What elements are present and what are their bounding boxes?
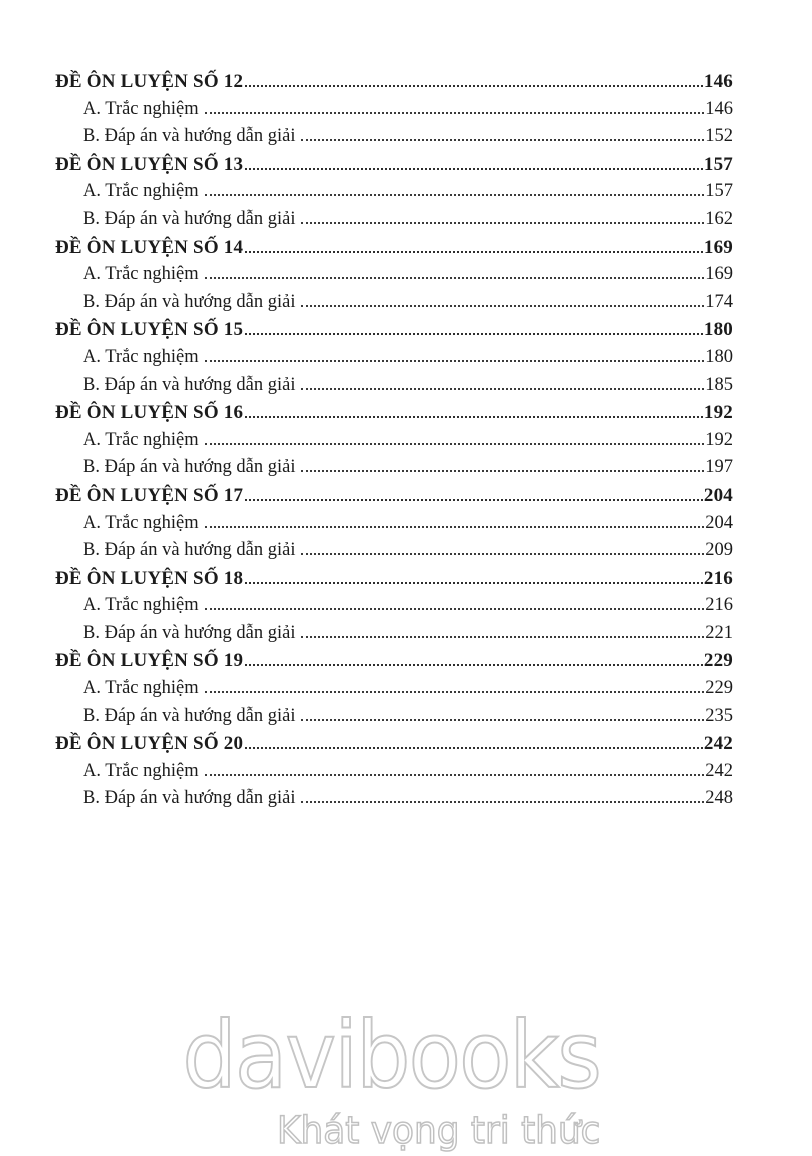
toc-subitem-label: B. Đáp án và hướng dẫn giải [83, 705, 296, 726]
toc-page-number: 162 [705, 208, 733, 229]
toc-section-title: ĐỀ ÔN LUYỆN SỐ 19 [55, 650, 244, 672]
toc-subitem-row [55, 537, 733, 565]
toc-page-number: 229 [705, 678, 733, 699]
toc-page-number: 192 [703, 402, 733, 424]
toc-subitem-label: A. Trắc nghiệm [83, 98, 199, 119]
dot-leader [245, 582, 703, 584]
toc-page-number: 209 [705, 540, 733, 561]
dot-leader [245, 168, 703, 170]
toc-page-number: 180 [703, 319, 733, 341]
toc-subitem-row [55, 703, 733, 731]
dot-leader [205, 360, 705, 362]
dot-leader [205, 443, 705, 445]
dot-leader [205, 608, 705, 610]
toc-page-number: 204 [705, 512, 733, 533]
toc-subitem-row [55, 592, 733, 620]
toc-list [55, 68, 733, 813]
toc-section-row [55, 482, 733, 510]
toc-section-title: ĐỀ ÔN LUYỆN SỐ 14 [55, 236, 244, 258]
dot-leader [245, 499, 703, 501]
toc-subitem-row [55, 289, 733, 317]
dot-leader [205, 526, 705, 528]
toc-page-number: 180 [705, 346, 733, 367]
toc-section-title: ĐỀ ÔN LUYỆN SỐ 12 [55, 71, 244, 92]
dot-leader [205, 277, 705, 279]
toc-subitem-label: B. Đáp án và hướng dẫn giải [83, 457, 296, 478]
toc-section-row [55, 399, 733, 427]
dot-leader [301, 636, 704, 638]
toc-subitem-label: A. Trắc nghiệm [83, 760, 199, 781]
toc-page-number: 216 [705, 595, 733, 616]
toc-section-title: ĐỀ ÔN LUYỆN SỐ 20 [55, 733, 244, 755]
toc-subitem-label: B. Đáp án và hướng dẫn giải [83, 540, 296, 561]
toc-subitem-row [55, 427, 733, 455]
toc-subitem-row [55, 758, 733, 786]
toc-page-number: 235 [705, 705, 733, 726]
toc-page-number: 169 [703, 236, 733, 258]
toc-page-number: 229 [703, 650, 733, 672]
toc-page-number: 216 [703, 567, 733, 589]
toc-section-title: ĐỀ ÔN LUYỆN SỐ 18 [55, 567, 244, 589]
toc-page-number: 248 [705, 788, 733, 809]
toc-subitem-label: B. Đáp án và hướng dẫn giải [83, 126, 296, 147]
toc-subitem-label: B. Đáp án và hướng dẫn giải [83, 374, 296, 395]
toc-page-number: 242 [705, 760, 733, 781]
toc-subitem-row [55, 261, 733, 289]
toc-subitem-label: A. Trắc nghiệm [83, 512, 199, 533]
toc-subitem-label: B. Đáp án và hướng dẫn giải [83, 208, 296, 229]
toc-section-row [55, 151, 733, 179]
toc-section-row [55, 647, 733, 675]
dot-leader [301, 222, 704, 224]
toc-subitem-label: B. Đáp án và hướng dẫn giải [83, 622, 296, 643]
toc-page-number: 152 [705, 126, 733, 147]
toc-subitem-row [55, 372, 733, 400]
toc-subitem-row [55, 96, 733, 124]
toc-page-number: 146 [703, 71, 733, 92]
toc-page-number: 157 [705, 181, 733, 202]
dot-leader [301, 388, 704, 390]
toc-subitem-label: A. Trắc nghiệm [83, 595, 199, 616]
toc-subitem-label: A. Trắc nghiệm [83, 181, 199, 202]
dot-leader [301, 139, 704, 141]
dot-leader [245, 664, 703, 666]
watermark-brand: davibooks [182, 1002, 600, 1109]
toc-subitem-row [55, 178, 733, 206]
toc-subitem-label: B. Đáp án và hướng dẫn giải [83, 788, 296, 809]
toc-subitem-label: A. Trắc nghiệm [83, 678, 199, 699]
toc-page-number: 192 [705, 429, 733, 450]
toc-section-title: ĐỀ ÔN LUYỆN SỐ 16 [55, 402, 244, 424]
toc-section-row [55, 730, 733, 758]
toc-page-number: 146 [705, 98, 733, 119]
toc-section-row [55, 234, 733, 262]
toc-subitem-row [55, 620, 733, 648]
toc-subitem-label: B. Đáp án và hướng dẫn giải [83, 291, 296, 312]
toc-section-title: ĐỀ ÔN LUYỆN SỐ 17 [55, 484, 244, 506]
dot-leader [301, 719, 704, 721]
dot-leader [301, 553, 704, 555]
toc-subitem-label: A. Trắc nghiệm [83, 346, 199, 367]
dot-leader [205, 194, 705, 196]
toc-section-title: ĐỀ ÔN LUYỆN SỐ 15 [55, 319, 244, 341]
toc-page-number: 197 [705, 457, 733, 478]
dot-leader [245, 251, 703, 253]
watermark-tagline: Khát vọng tri thức [276, 1109, 600, 1152]
toc-page-number: 221 [705, 622, 733, 643]
toc-subitem-row [55, 454, 733, 482]
dot-leader [245, 416, 703, 418]
toc-subitem-label: A. Trắc nghiệm [83, 429, 199, 450]
toc-subitem-row [55, 206, 733, 234]
toc-page-number: 169 [705, 264, 733, 285]
dot-leader [301, 305, 704, 307]
toc-section-row [55, 316, 733, 344]
dot-leader [205, 691, 705, 693]
dot-leader [301, 470, 704, 472]
dot-leader [205, 774, 705, 776]
dot-leader [245, 333, 703, 335]
toc-section-row [55, 565, 733, 593]
dot-leader [205, 112, 705, 114]
toc-page-number: 242 [703, 733, 733, 755]
toc-subitem-row [55, 510, 733, 538]
toc-subitem-row [55, 123, 733, 151]
toc-page-number: 174 [705, 291, 733, 312]
toc-subitem-row [55, 785, 733, 813]
dot-leader [245, 85, 703, 87]
dot-leader [301, 801, 704, 803]
toc-page-number: 204 [703, 484, 733, 506]
toc-page-number: 157 [703, 153, 733, 175]
toc-subitem-row [55, 675, 733, 703]
toc-subitem-row [55, 344, 733, 372]
toc-subitem-label: A. Trắc nghiệm [83, 264, 199, 285]
dot-leader [245, 747, 703, 749]
toc-section-row [55, 68, 733, 96]
toc-page-number: 185 [705, 374, 733, 395]
toc-section-title: ĐỀ ÔN LUYỆN SỐ 13 [55, 153, 244, 175]
